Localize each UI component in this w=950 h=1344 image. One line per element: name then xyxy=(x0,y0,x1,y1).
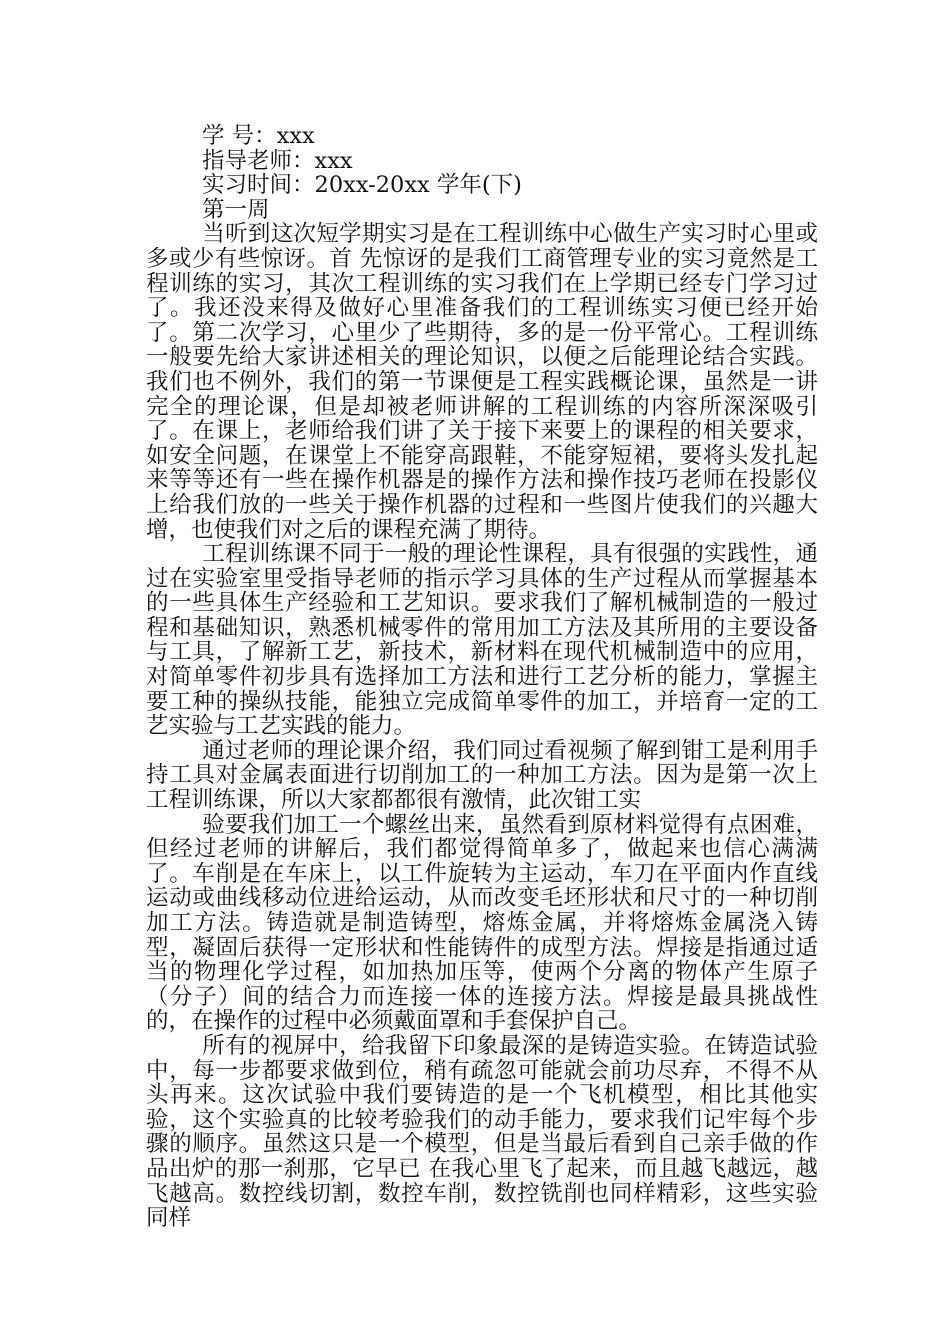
student-id-line: 学 号：xxx xyxy=(202,123,315,149)
internship-period-line: 实习时间：20xx-20xx 学年(下) xyxy=(202,172,522,199)
week-heading: 第一周 xyxy=(202,196,270,223)
paragraph-5: 所有的视屏中，给我留下印象最深的是铸造实验。在铸造试验中，每一步都要求做到位，稍有疏忽可能就会前功尽弃，不得不从头再来。这次试验中我们要铸造的是一个飞机模型，相比其他实验，这个实验真的比较考验我们的动手能力，要求我们记牢每个步骤的顺序。虽然这只是一个模型，但是当最后看到自己亲手做的作品出炉的那一刹那，它早已 在我心里飞了起来，而且越飞越远，越飞越高。数控线切割，数控车削，数控铣削也同样精彩，这些实验同样 xyxy=(146,1032,818,1232)
paragraph-2: 工程训练课不同于一般的理论性课程，具有很强的实践性，通过在实验室里受指导老师的指示学习具体的生产过程从而掌握基本的一些具体生产经验和工艺知识。要求我们了解机械制造的一般过程和基础知识，熟悉机械零件的常用加工方法及其所用的主要设备与工具，了解新工艺，新技术，新材料在现代机械制造中的应用，对简单零件初步具有选择加工方法和进行工艺分析的能力，掌握主要工种的操纵技能，能独立完成简单零件的加工，并培育一定的工艺实验与工艺实践的能力。 xyxy=(146,541,818,740)
paragraph-1: 当听到这次短学期实习是在工程训练中心做生产实习时心里或多或少有些惊讶。首 先惊讶的是我们工商管理专业的实习竟然是工程训练的实习，其次工程训练的实习我们在上学期已经专门学习过了。我还没来得及做好心里准备我们的工程训练实习便已经开始了。第二次学习，心里少了些期待，多的是一份平常心。工程训练一般要先给大家讲述相关的理论知识，以便之后能理论结合实践。我们也不例外，我们的第一节课便是工程实践概论课，虽然是一讲完全的理论课，但是却被老师讲解的工程训练的内容所深深吸引了。在课上，老师给我们讲了关于接下来要上的课程的相关要求，如安全问题，在课堂上不能穿高跟鞋，不能穿短裙，要将头发扎起来等等还有一些在操作机器是的操作方法和操作技巧老师在投影仪上给我们放的一些关于操作机器的过程和一些图片使我们的兴趣大增，也使我们对之后的课程充满了期待。 xyxy=(146,221,818,543)
paragraph-4: 验要我们加工一个螺丝出来，虽然看到原材料觉得有点困难，但经过老师的讲解后，我们都觉得简单多了，做起来也信心满满了。车削是在车床上，以工件旋转为主运动，车刀在平面内作直线运动或曲线移动位进给运动，从而改变毛坯形状和尺寸的一种切削加工方法。铸造就是制造铸型，熔炼金属，并将熔炼金属浇入铸型，凝固后获得一定形状和性能铸件的成型方法。焊接是指通过适当的物理化学过程，如加热加压等，使两个分离的物体产生原子（分子）间的结合力而连接一体的连接方法。焊接是最具挑战性的，在操作的过程中必须戴面罩和手套保护自己。 xyxy=(146,811,818,1035)
advisor-line: 指导老师：xxx xyxy=(202,147,353,174)
paragraph-3: 通过老师的理论课介绍，我们同过看视频了解到钳工是利用手持工具对金属表面进行切削加工的一种加工方法。因为是第一次上工程训练课，所以大家都都很有激情，此次钳工实 xyxy=(146,737,818,814)
document-body xyxy=(146,124,818,1231)
